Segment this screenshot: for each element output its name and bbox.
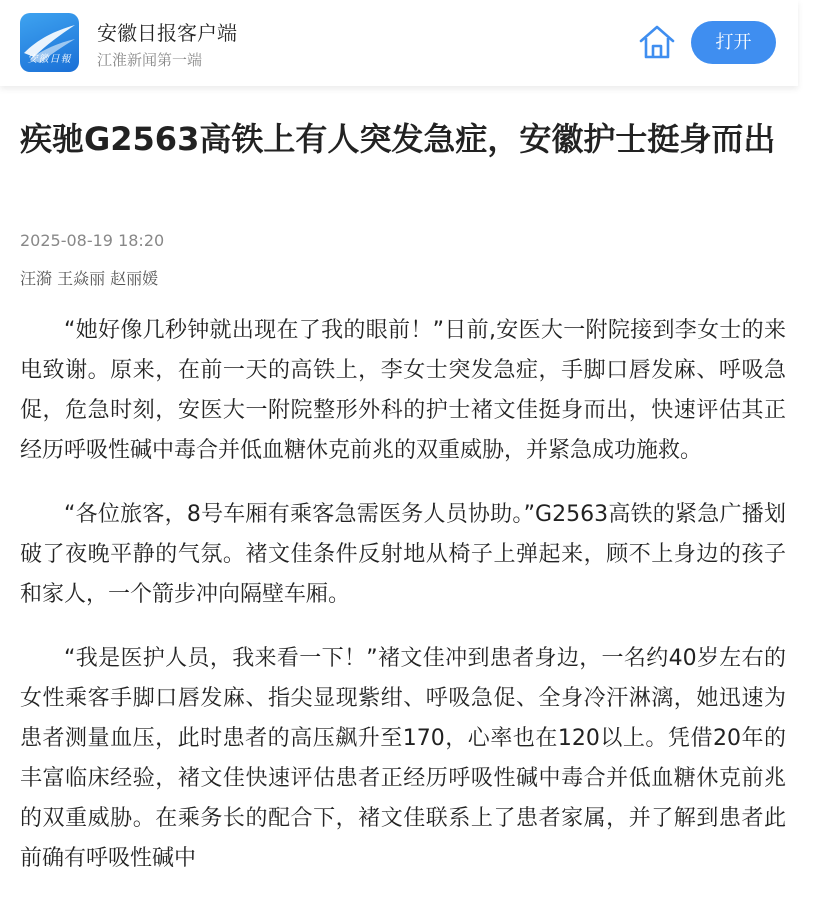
app-download-banner bbox=[0, 0, 798, 86]
article-body bbox=[20, 311, 786, 903]
app-logo-icon[interactable] bbox=[20, 13, 79, 72]
article-paragraph: “我是医护人员，我来看一下！”褚文佳冲到患者身边，一名约40岁左右的女性乘客手脚口唇发麻、指尖显现紫绀、呼吸急促、全身冷汗淋漓，她迅速为患者测量血压，此时患者的高压飙升至170，心率也在120以上。凭借20年的丰富临床经验，褚文佳快速评估患者正经历呼吸性碱中毒合并低血糖休克前兆的双重威胁。在乘务长的配合下，褚文佳联系上了患者家属，并了解到患者此前确有呼吸性碱中 bbox=[20, 646, 786, 871]
article-authors: 汪漪 王焱丽 赵丽媛 bbox=[20, 269, 159, 288]
publish-date: 2025-08-19 18:20 bbox=[20, 231, 165, 250]
article-paragraph: “各位旅客，8号车厢有乘客急需医务人员协助。”G2563高铁的紧急广播划破了夜晚平静的气氛。褚文佳条件反射地从椅子上弹起来，顾不上身边的孩子和家人，一个箭步冲向隔壁车厢。 bbox=[20, 502, 786, 607]
open-app-button[interactable]: 打开 bbox=[691, 21, 776, 64]
logo-text: 安徽日報 bbox=[27, 54, 72, 65]
article-paragraph: “她好像几秒钟就出现在了我的眼前！”日前,安医大一附院接到李女士的来电致谢。原来，在前一天的高铁上，李女士突发急症，手脚口唇发麻、呼吸急促，危急时刻，安医大一附院整形外科的护士褚文佳挺身而出，快速评估其正经历呼吸性碱中毒合并低血糖休克前兆的双重威胁，并紧急成功施救。 bbox=[20, 318, 786, 463]
app-name: 安徽日报客户端 bbox=[97, 21, 237, 45]
home-icon[interactable] bbox=[638, 24, 676, 60]
article-title: 疾驰G2563高铁上有人突发急症，安徽护士挺身而出 bbox=[20, 120, 776, 158]
app-slogan: 江淮新闻第一端 bbox=[97, 51, 203, 69]
